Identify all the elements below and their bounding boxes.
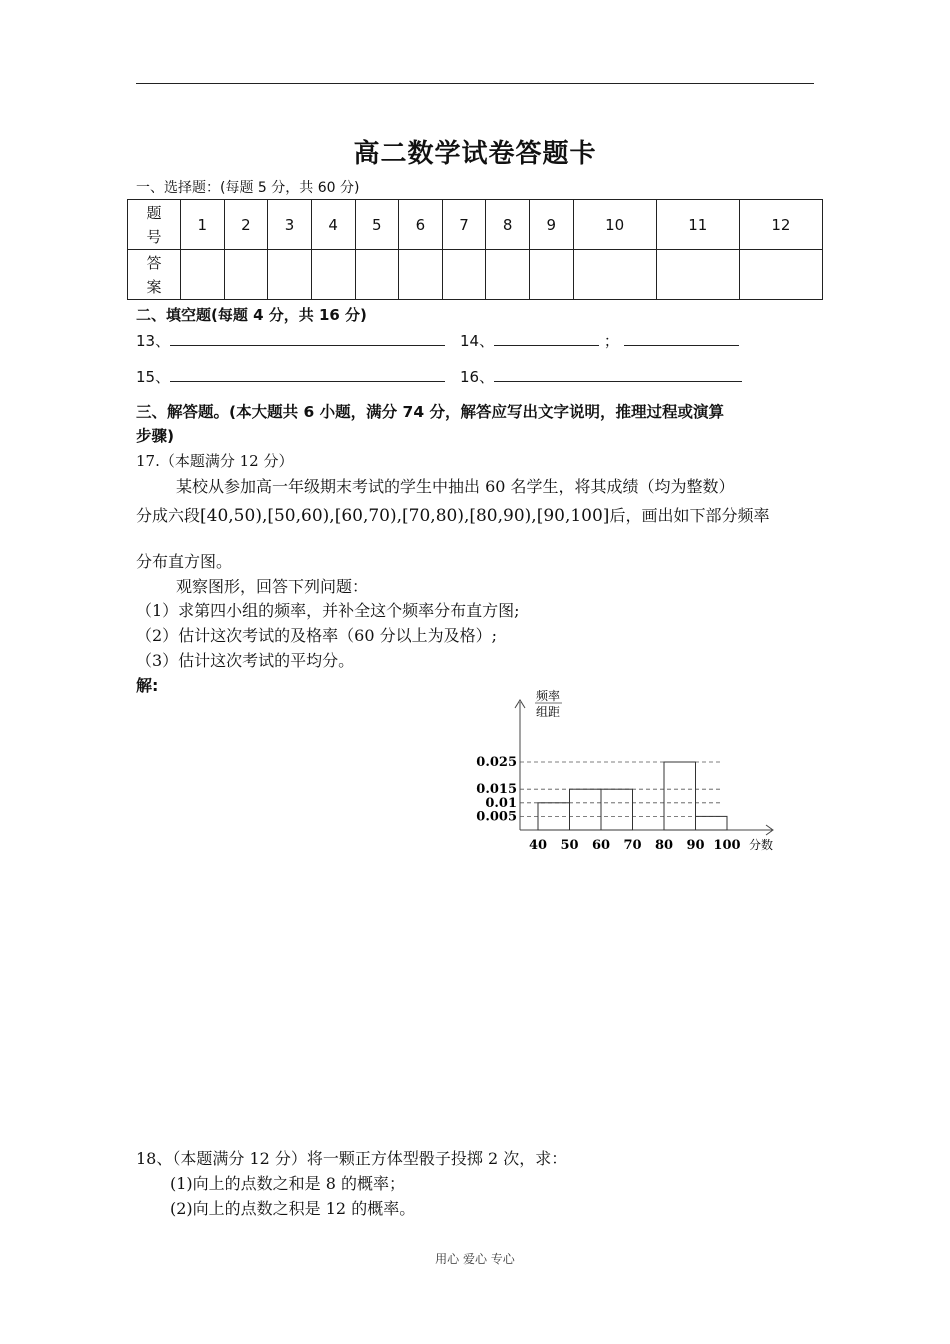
x-tick-label: 60 (591, 838, 611, 853)
y-label-bottom: 组距 (536, 705, 561, 719)
section2-heading: 二、填空题(每题 4 分，共 16 分) (136, 306, 367, 324)
x-tick-label: 80 (654, 838, 674, 853)
answer-row (128, 250, 823, 300)
top-rule (136, 83, 814, 84)
q17-text4: 观察图形，回答下列问题： (176, 577, 369, 596)
answer-cell[interactable] (399, 250, 443, 300)
q18-line1: 18、（本题满分 12 分）将一颗正方体型骰子投掷 2 次，求： (136, 1149, 568, 1168)
histogram-bar (664, 762, 696, 830)
q17-text2 (136, 503, 769, 526)
q14-blank-1[interactable] (494, 331, 599, 346)
q18-line3: (2)向上的点数之积是 12 的概率。 (170, 1199, 416, 1218)
answer-cell[interactable] (355, 250, 399, 300)
q17-header: 17.（本题满分 12 分） (136, 452, 294, 470)
q15-blank[interactable] (170, 367, 445, 382)
answer-cell[interactable] (530, 250, 574, 300)
x-axis-label: 分数 (749, 838, 774, 852)
q15-line (136, 366, 445, 387)
q-number-cell: 12 (739, 200, 822, 250)
q17-intervals: [40,50),[50,60),[60,70),[70,80),[80,90),[90,100] (200, 506, 610, 526)
y-label-top: 频率 (536, 689, 561, 703)
frequency-histogram (470, 680, 790, 860)
row-header-answer-text: 答案 (146, 253, 162, 296)
histogram-bar (696, 816, 728, 830)
y-tick-label: 0.025 (476, 755, 517, 770)
q14-blank-2[interactable] (624, 331, 739, 346)
q-number-cell: 6 (399, 200, 443, 250)
q-number-cell: 2 (224, 200, 268, 250)
answer-table (127, 199, 823, 300)
q14-line (460, 330, 739, 351)
x-tick-label: 70 (623, 838, 642, 853)
q13-blank[interactable] (170, 331, 445, 346)
question-number-row (128, 200, 823, 250)
section1-heading: 一、选择题：(每题 5 分，共 60 分) (136, 180, 360, 196)
q17-sub1: （1）求第四小组的频率，并补全这个频率分布直方图; (136, 601, 520, 620)
q-number-cell: 8 (486, 200, 530, 250)
y-tick-label: 0.01 (485, 795, 517, 811)
histogram-axes (515, 700, 773, 835)
histogram-bar (601, 789, 633, 830)
q-number-cell: 11 (656, 200, 739, 250)
answer-cell[interactable] (268, 250, 312, 300)
q-number-cell: 10 (573, 200, 656, 250)
q17-text2-suffix: 后，画出如下部分频率 (609, 506, 770, 525)
q14-separator: ； (603, 332, 619, 350)
q15-label: 15、 (136, 368, 171, 386)
q-number-cell: 5 (355, 200, 399, 250)
q16-label: 16、 (460, 368, 495, 386)
histogram-labels (476, 688, 773, 853)
row-header-number (128, 200, 181, 250)
y-tick-label: 0.005 (476, 809, 517, 825)
q-number-cell: 9 (530, 200, 574, 250)
q17-sub2: （2）估计这次考试的及格率（60 分以上为及格）; (136, 626, 498, 645)
page-title: 高二数学试卷答题卡 (353, 139, 597, 169)
row-header-answer (128, 250, 181, 300)
q-number-cell: 1 (181, 200, 225, 250)
y-tick-label: 0.015 (476, 782, 517, 798)
q14-label: 14、 (460, 332, 495, 350)
q17-solution-label: 解: (136, 676, 159, 695)
q17-sub3: （3）估计这次考试的平均分。 (136, 651, 355, 670)
histogram-bar (570, 789, 602, 830)
answer-cell[interactable] (573, 250, 656, 300)
answer-cell[interactable] (656, 250, 739, 300)
q18-line2: (1)向上的点数之和是 8 的概率； (170, 1174, 406, 1193)
answer-cell[interactable] (311, 250, 355, 300)
q16-line (460, 366, 742, 387)
q17-text2-prefix: 分成六段 (136, 506, 201, 525)
q17-text3: 分布直方图。 (136, 552, 233, 571)
row-header-number-text: 题号 (146, 203, 162, 246)
answer-cell[interactable] (486, 250, 530, 300)
q-number-cell: 4 (311, 200, 355, 250)
section3-heading-line1: 三、解答题。(本大题共 6 小题，满分 74 分，解答应写出文字说明，推理过程或演算 (136, 403, 725, 421)
answer-cell[interactable] (181, 250, 225, 300)
x-tick-label: 90 (686, 838, 705, 853)
answer-cell[interactable] (224, 250, 268, 300)
q16-blank[interactable] (494, 367, 742, 382)
x-tick-label: 40 (528, 838, 548, 853)
q-number-cell: 3 (268, 200, 312, 250)
q13-line (136, 330, 445, 351)
page-footer: 用心 爱心 专心 (435, 1252, 515, 1266)
section3-heading-line2: 步骤) (136, 427, 175, 445)
q17-text1: 某校从参加高一年级期末考试的学生中抽出 60 名学生，将其成绩（均为整数） (176, 477, 735, 496)
q-number-cell: 7 (442, 200, 486, 250)
answer-cell[interactable] (739, 250, 822, 300)
q13-label: 13、 (136, 332, 171, 350)
x-tick-label: 100 (713, 838, 741, 853)
answer-cell[interactable] (442, 250, 486, 300)
x-tick-label: 50 (560, 838, 579, 853)
histogram-bars (538, 762, 727, 830)
